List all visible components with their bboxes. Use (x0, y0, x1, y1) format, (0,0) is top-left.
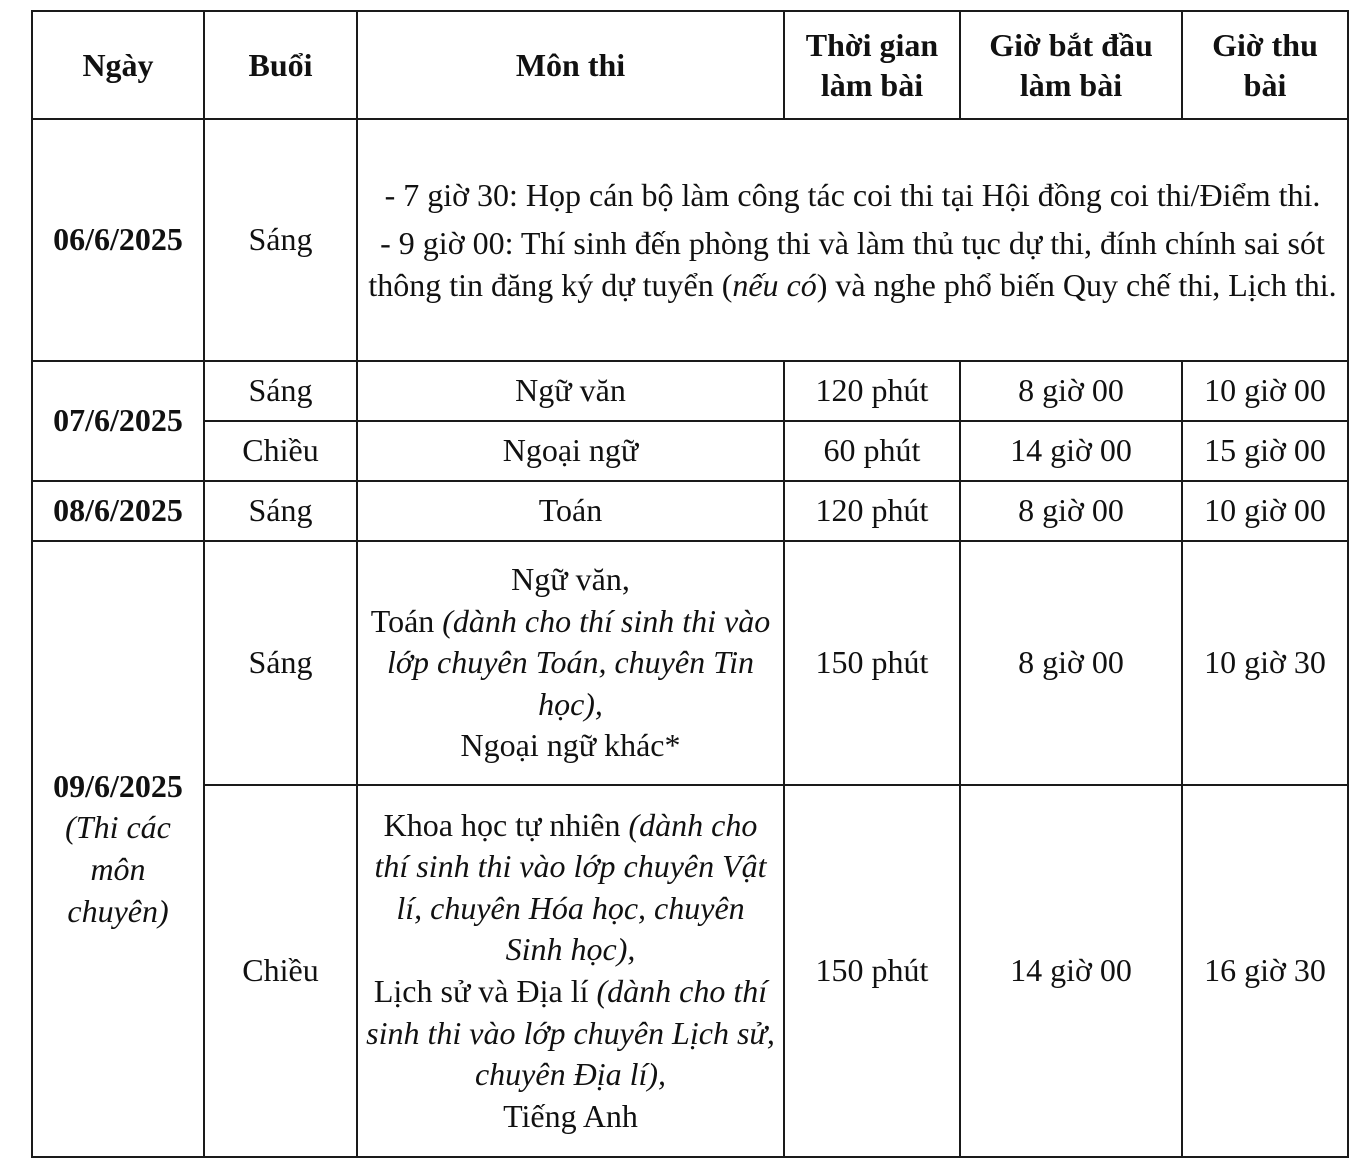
end-time-cell: 16 giờ 30 (1182, 785, 1348, 1157)
subject-cell: Toán (357, 481, 784, 541)
opening-note: - 9 giờ 00: Thí sinh đến phòng thi và làm thủ tục dự thi, đính chính sai sót thông tin đăng ký dự tuyển (nếu có) và nghe phổ biến Quy chế thi, Lịch thi. (368, 224, 1337, 304)
duration-cell: 150 phút (784, 541, 960, 785)
subject-line: Toán (dành cho thí sinh thi vào lớp chuyên Toán, chuyên Tin học), (370, 602, 771, 722)
header-subject: Môn thi (357, 11, 784, 119)
subject-cell: Ngữ văn (357, 361, 784, 421)
start-time-cell: 14 giờ 00 (960, 785, 1182, 1157)
start-time-cell: 14 giờ 00 (960, 421, 1182, 481)
table-row (32, 785, 1348, 1157)
header-end-time: Giờ thu bài (1182, 11, 1348, 119)
table-row (32, 481, 1348, 541)
date-cell: 07/6/2025 (32, 361, 204, 481)
date-text: 09/6/2025 (53, 767, 183, 804)
table-row (32, 361, 1348, 421)
date-cell (32, 541, 204, 1157)
opening-notes-cell (357, 119, 1348, 361)
session-cell: Chiều (204, 421, 357, 481)
duration-cell: 120 phút (784, 361, 960, 421)
end-time-cell: 10 giờ 30 (1182, 541, 1348, 785)
date-cell: 08/6/2025 (32, 481, 204, 541)
session-cell: Sáng (204, 361, 357, 421)
subject-line: Ngữ văn, (511, 561, 630, 598)
end-time-cell: 15 giờ 00 (1182, 421, 1348, 481)
header-duration: Thời gian làm bài (784, 11, 960, 119)
header-session: Buổi (204, 11, 357, 119)
exam-schedule-table (31, 10, 1349, 1158)
start-time-cell: 8 giờ 00 (960, 481, 1182, 541)
subject-cell (357, 785, 784, 1157)
session-cell: Sáng (204, 119, 357, 361)
session-cell: Chiều (204, 785, 357, 1157)
opening-note: - 7 giờ 30: Họp cán bộ làm công tác coi thi tại Hội đồng coi thi/Điểm thi. (384, 176, 1321, 213)
session-cell: Sáng (204, 541, 357, 785)
subject-line: Ngoại ngữ khác* (460, 727, 681, 764)
start-time-cell: 8 giờ 00 (960, 541, 1182, 785)
duration-cell: 120 phút (784, 481, 960, 541)
session-cell: Sáng (204, 481, 357, 541)
header-date: Ngày (32, 11, 204, 119)
duration-cell: 60 phút (784, 421, 960, 481)
table-row (32, 119, 1348, 361)
date-note: (Thi các môn chuyên) (65, 809, 171, 929)
date-cell: 06/6/2025 (32, 119, 204, 361)
subject-line: Tiếng Anh (503, 1097, 638, 1134)
subject-line: Lịch sử và Địa lí (dành cho thí sinh thi vào lớp chuyên Lịch sử, chuyên Địa lí), (366, 973, 775, 1093)
subject-line: Khoa học tự nhiên (dành cho thí sinh thi vào lớp chuyên Vật lí, chuyên Hóa học, chuyên Sinh học), (374, 806, 767, 968)
header-row (32, 11, 1348, 119)
table-row (32, 421, 1348, 481)
start-time-cell: 8 giờ 00 (960, 361, 1182, 421)
table-row (32, 541, 1348, 785)
header-start-time: Giờ bắt đầu làm bài (960, 11, 1182, 119)
end-time-cell: 10 giờ 00 (1182, 481, 1348, 541)
subject-cell (357, 541, 784, 785)
subject-cell: Ngoại ngữ (357, 421, 784, 481)
duration-cell: 150 phút (784, 785, 960, 1157)
end-time-cell: 10 giờ 00 (1182, 361, 1348, 421)
